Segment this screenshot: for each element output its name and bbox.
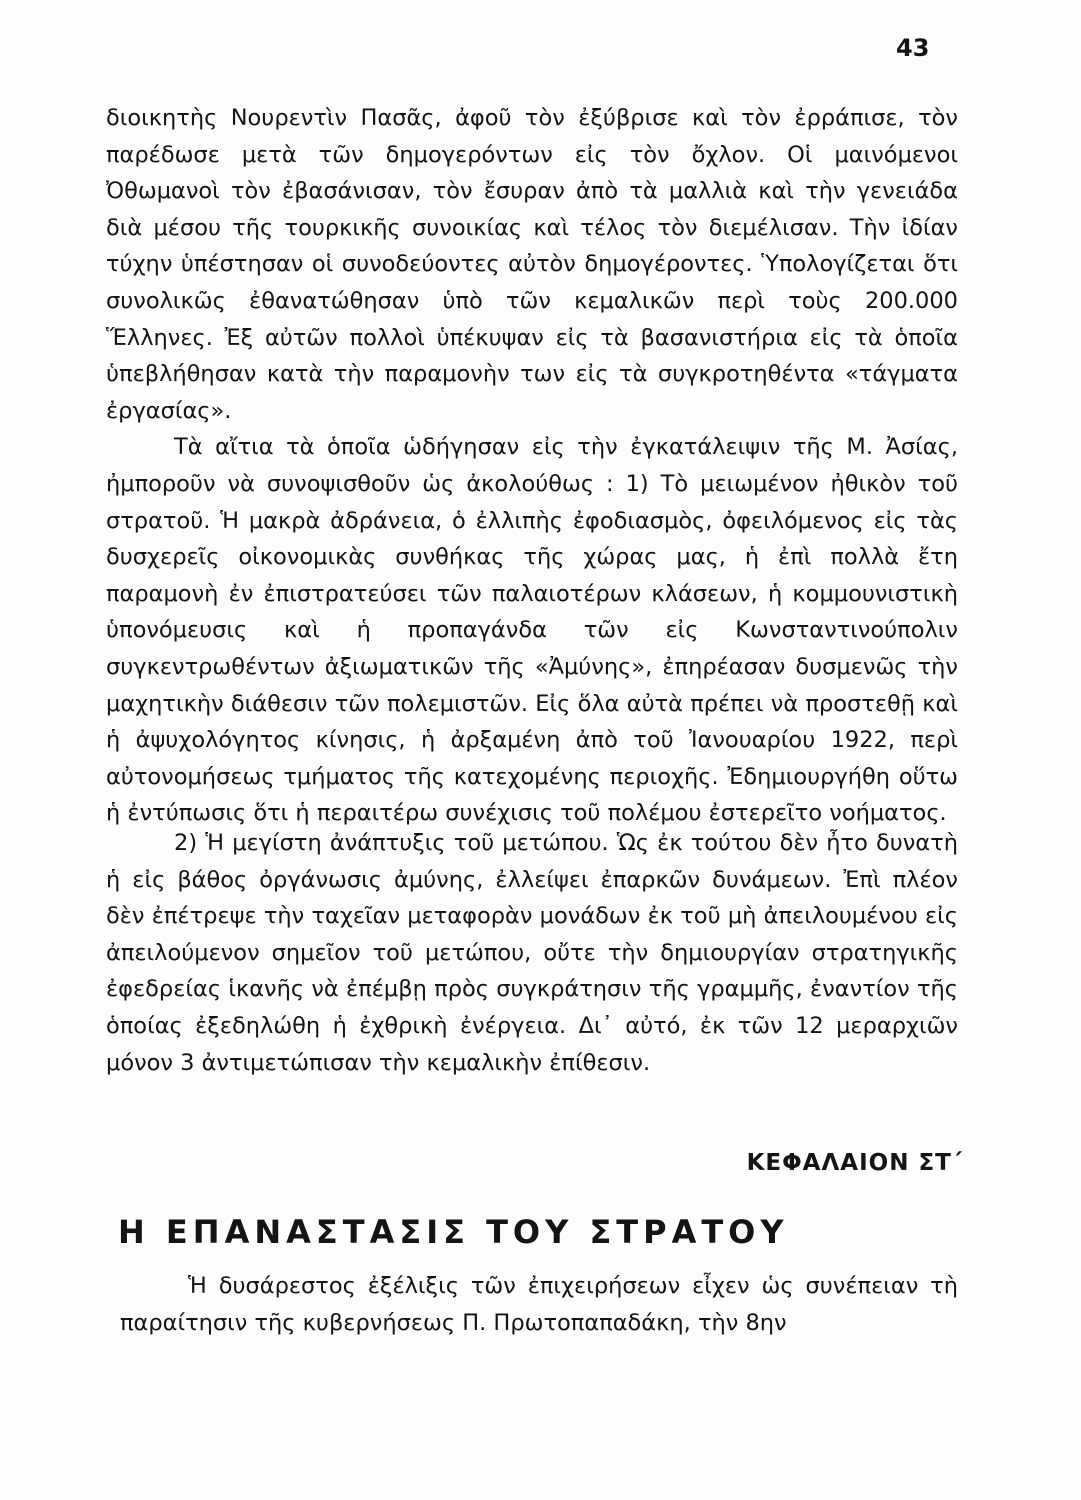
body-text-block: [106, 100, 958, 832]
paragraph: Ἡ δυσάρεστος ἐξέλιξις τῶν ἐπιχειρήσεων εἶχεν ὡς συνέπειαν τὴ παραίτησιν τῆς κυβερνήσεως Π. Πρωτοπαπαδάκη, τὴν 8ην: [120, 1273, 958, 1336]
section-title: Η ΕΠΑΝΑΣΤΑΣΙΣ ΤΟΥ ΣΤΡΑΤΟΥ: [118, 1213, 789, 1251]
page-number: 43: [896, 34, 930, 62]
paragraph: Τὰ αἴτια τὰ ὁποῖα ὡδήγησαν εἰς τὴν ἐγκατάλειψιν τῆς Μ. Ἀσίας, ἠμποροῦν νὰ συνοψισθοῦν ὡς ἀκολούθως : 1) Τὸ μειωμένον ἠθικὸν τοῦ στρατοῦ. Ἡ μακρὰ ἀδράνεια, ὁ ἐλλιπὴς ἐφοδιασμὸς, ὀφειλόμενος εἰς τὰς δυσχερεῖς οἰκονομικὰς συνθήκας τῆς χώρας μας, ἡ ἐπὶ πολλὰ ἔτη παραμονὴ ἐν ἐπιστρατεύσει τῶν παλαιοτέρων κλάσεων, ἡ κομμουνιστικὴ ὑπονόμευσις καὶ ἡ προπαγάνδα τῶν εἰς Κωνσταντινούπολιν συγκεντρωθέντων ἀξιωματικῶν τῆς «Ἀμύνης», ἐπηρέασαν δυσμενῶς τὴν μαχητικὴν διάθεσιν τῶν πολεμιστῶν. Εἰς ὅλα αὐτὰ πρέπει νὰ προστεθῇ καὶ ἡ ἀψυχολόγητος κίνησις, ἡ ἀρξαμένη ἀπὸ τοῦ Ἰανουαρίου 1922, περὶ αὐτονομήσεως τμήματος τῆς κατεχομένης περιοχῆς. Ἐδημιουργήθη οὕτω ἡ ἐντύπωσις ὅτι ἡ περαιτέρω συνέχισις τοῦ πολέμου ἐστερεῖτο νοήματος.: [106, 434, 958, 827]
paragraph: 2) Ἡ μεγίστη ἀνάπτυξις τοῦ μετώπου. Ὡς ἐκ τούτου δὲν ἦτο δυνατὴ ἡ εἰς βάθος ὀργάνωσις ἀμύνης, ἐλλείψει ἐπαρκῶν δυνάμεων. Ἐπὶ πλέον δὲν ἐπέτρεψε τὴν ταχεῖαν μεταφορὰν μονάδων ἐκ τοῦ μὴ ἀπειλουμένου εἰς ἀπειλούμενον σημεῖον τοῦ μετώπου, οὔτε τὴν δημιουργίαν στρατηγικῆς ἐφεδρείας ἱκανῆς νὰ ἐπέμβῃ πρὸς συγκράτησιν τῆς γραμμῆς, ἐναντίον τῆς ὁποίας ἐξεδηλώθη ἡ ἐχθρικὴ ἐνέργεια. Δι᾿ αὐτό, ἐκ τῶν 12 μεραρχιῶν μόνον 3 ἀντιμετώπισαν τὴν κεμαλικὴν ἐπίθεσιν.: [106, 830, 958, 1076]
paragraph: διοικητὴς Νουρεντὶν Πασᾶς, ἀφοῦ τὸν ἐξύβρισε καὶ τὸν ἐρράπισε, τὸν παρέδωσε μετὰ τῶν δημογερόντων εἰς τὸν ὄχλον. Οἱ μαινόμενοι Ὀθωμανοὶ τὸν ἐβασάνισαν, τὸν ἔσυραν ἀπὸ τὰ μαλλιὰ καὶ τὴν γενειάδα διὰ μέσου τῆς τουρκικῆς συνοικίας καὶ τέλος τὸν διεμέλισαν. Τὴν ἰδίαν τύχην ὑπέστησαν οἱ συνοδεύοντες αὐτὸν δημογέροντες. Ὑπολογίζεται ὅτι συνολικῶς ἐθανατώθησαν ὑπὸ τῶν κεμαλικῶν περὶ τοὺς 200.000 Ἕλληνες. Ἐξ αὐτῶν πολλοὶ ὑπέκυψαν εἰς τὰ βασανιστήρια εἰς τὰ ὁποῖα ὑπεβλήθησαν κατὰ τὴν παραμονὴν των εἰς τὰ συγκροτηθέντα «τάγματα ἐργασίας».: [106, 105, 958, 424]
chapter-label: ΚΕΦΑΛΑΙΟΝ ΣΤ΄: [746, 1150, 963, 1176]
numbered-point-block: [106, 825, 958, 1081]
section-text-block: [120, 1268, 958, 1341]
